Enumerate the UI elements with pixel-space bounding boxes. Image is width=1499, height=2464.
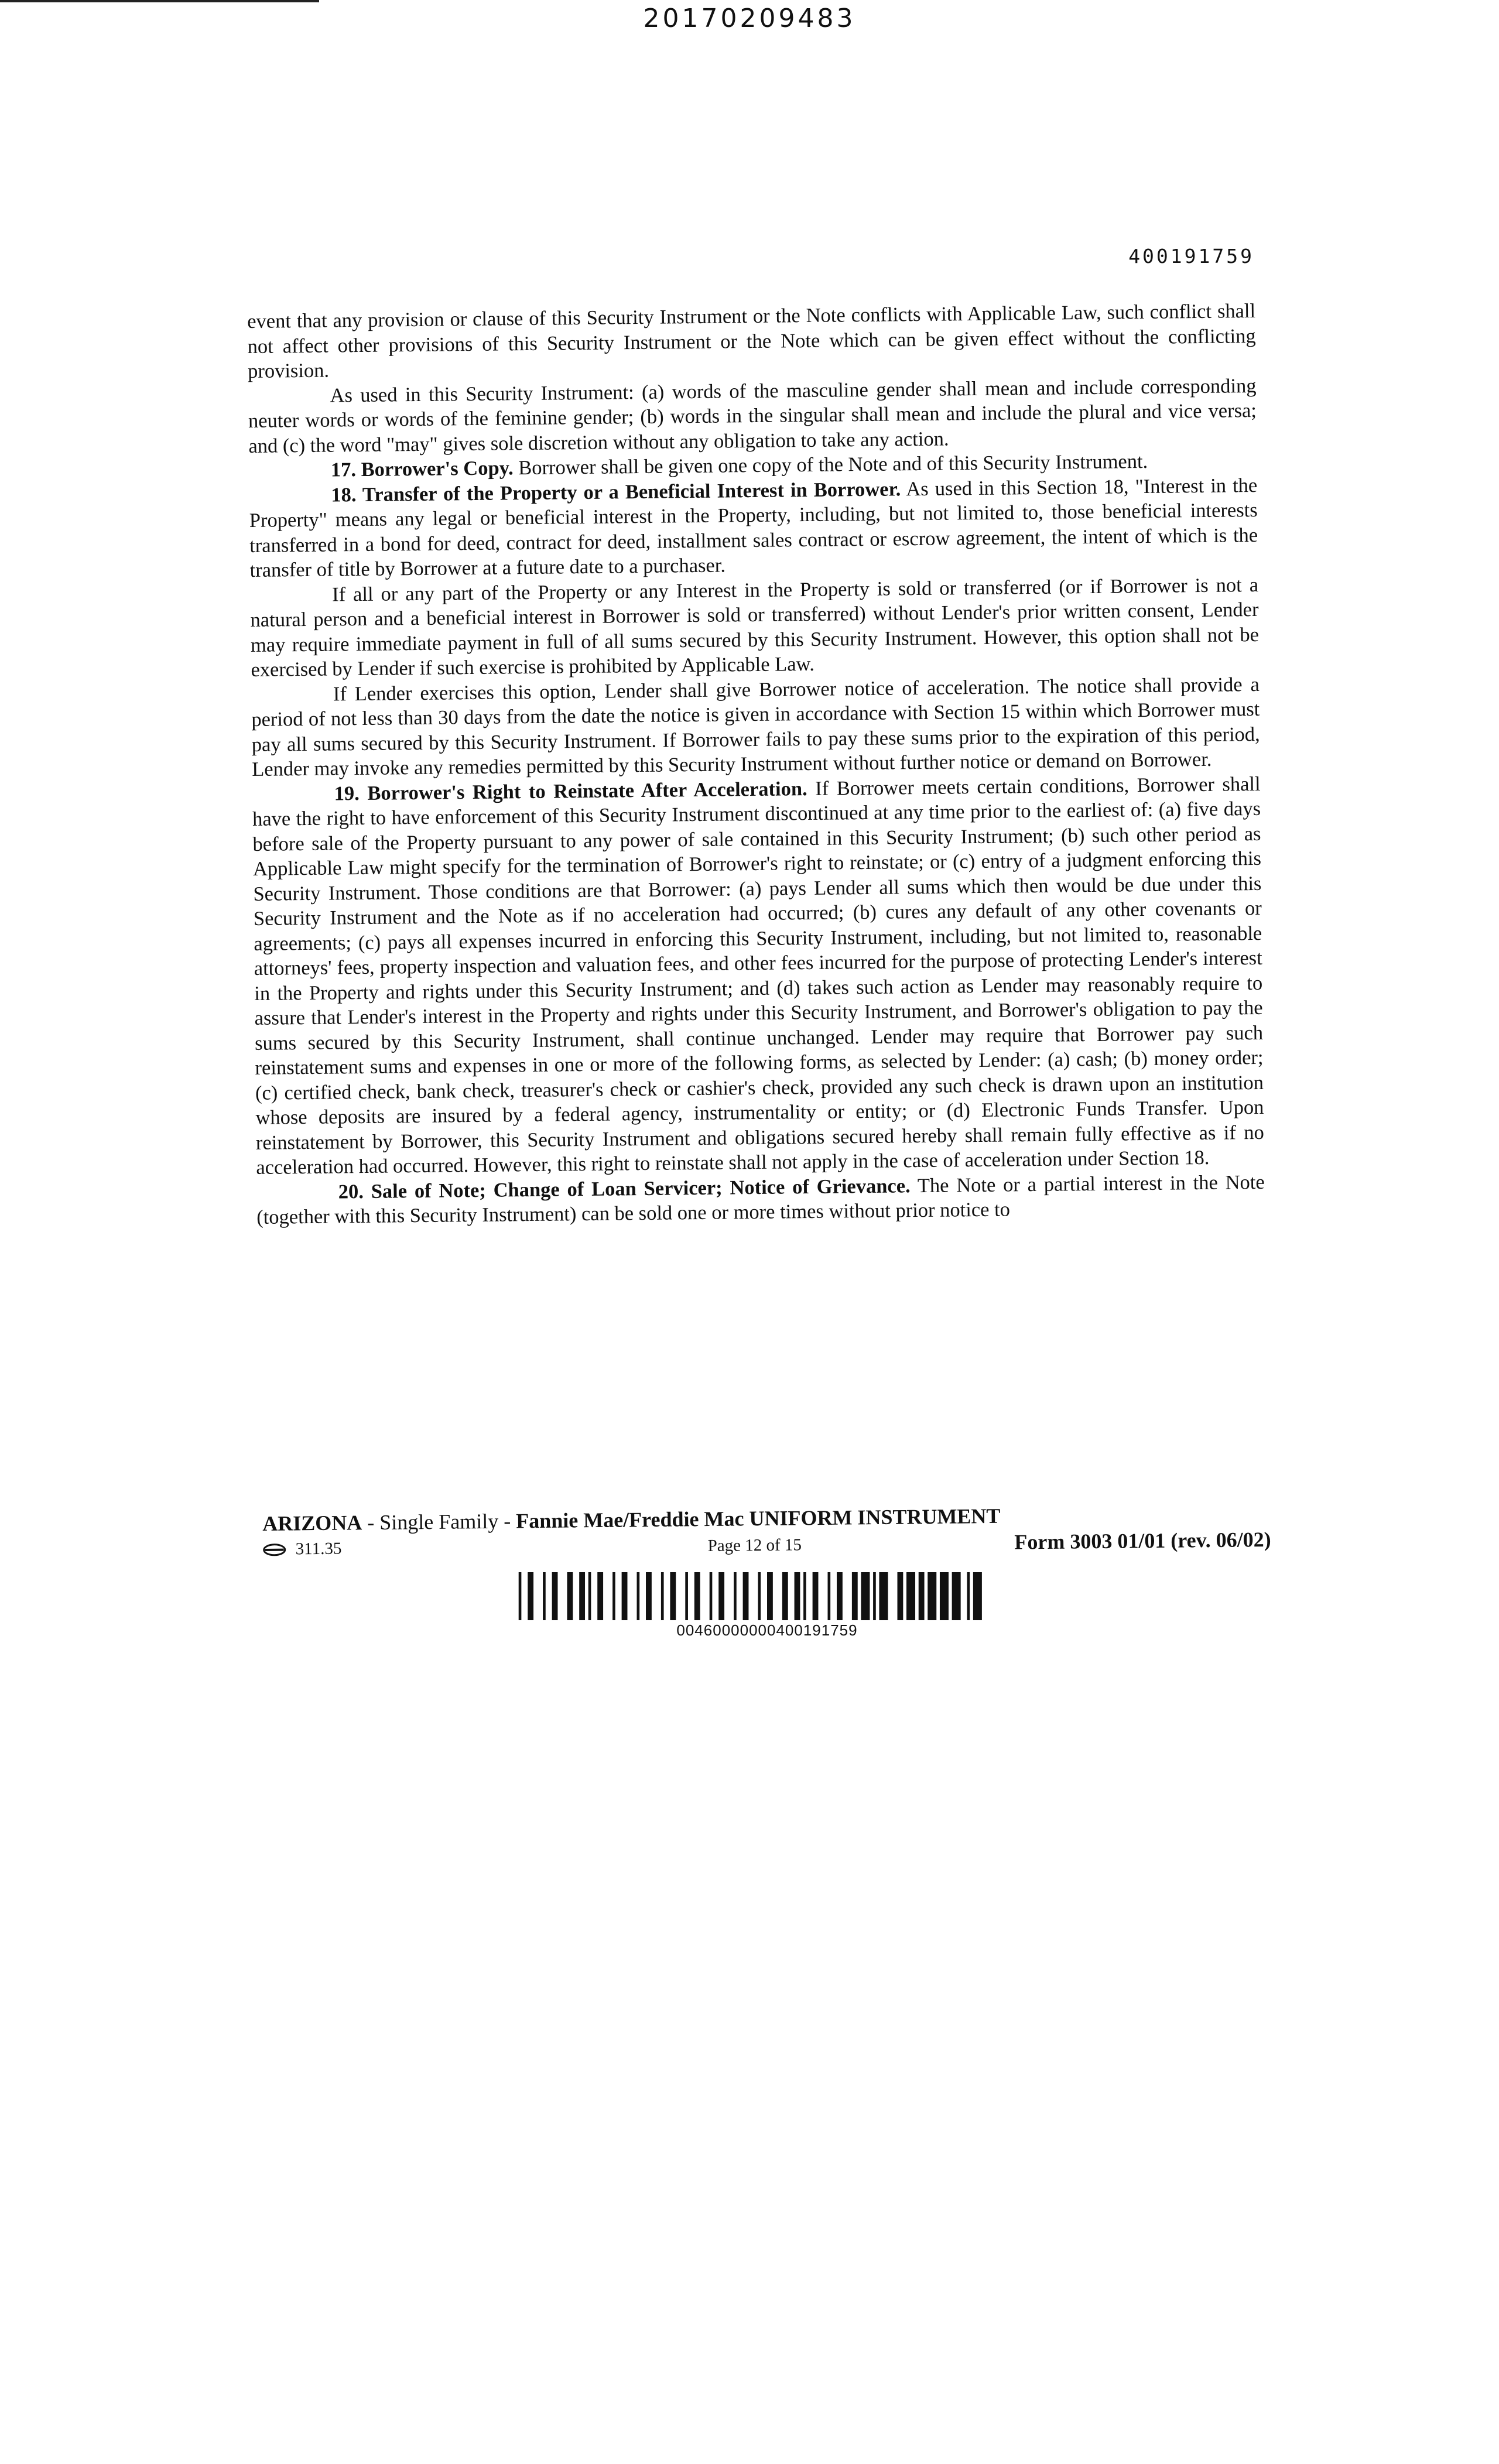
section-20-heading: 20. Sale of Note; Change of Loan Servicer; Notice of Grievance. xyxy=(338,1174,911,1203)
page-footer xyxy=(262,1500,1271,1563)
barcode-bar xyxy=(637,1572,640,1620)
barcode-bar xyxy=(795,1572,800,1620)
footer-page-number: Page 12 of 15 xyxy=(707,1535,802,1556)
barcode-bar xyxy=(852,1572,858,1620)
footer-form-code-text: 311.35 xyxy=(295,1539,342,1559)
barcode-bar xyxy=(861,1572,870,1620)
section-19-text: If Borrower meets certain conditions, Borrower shall have the right to have enforcement of this Security Instrument discontinued at any time prior to the earliest of: (a) five days before sale of the Property pursuant to any power of sale contained in this Security Instrument; (b) such other period as Applicable Law might specify for the termination of Borrower's right to reinstate; or (c) entry of a judgment enforcing this Security Instrument. Those conditions are that Borrower: (a) pays Lender all sums which then would be due under this Security Instrument and the Note as if no acceleration had occurred; (b) cures any default of any other covenants or agreements; (c) pays all expenses incurred in enforcing this Security Instrument, including, but not limited to, reasonable attorneys' fees, property inspection and valuation fees, and other fees incurred for the purpose of protecting Lender's interest in the Property and rights under this Security Instrument; and (d) takes such action as Lender may reasonably require to assure that Lender's interest in the Property and rights under this Security Instrument, and Borrower's obligation to pay the sums secured by this Security Instrument, shall continue unchanged. Lender may require that Borrower pay such reinstatement sums and expenses in one or more of the following forms, as selected by Lender: (a) cash; (b) money order; (c) certified check, bank check, treasurer's check or cashier's check, provided any such check is drawn upon an institution whose deposits are insured by a federal agency, instrumentality or entity; or (d) Electronic Funds Transfer. Upon reinstatement by Borrower, this Security Instrument and obligations secured hereby shall remain fully effective as if no acceleration had occurred. However, this right to reinstate shall not apply in the case of acceleration under Section 18. xyxy=(252,772,1265,1179)
barcode-bar xyxy=(579,1572,585,1620)
section-18-text: As used in this Section 18, "Interest in the Property" means any legal or beneficial interest in the Property, including, but not limited to, those beneficial interests transferred in a bond for deed, contract for deed, installment sales contract or escrow agreement, the intent of which is the transfer of title by Borrower at a future date to a purchaser. xyxy=(249,474,1258,581)
barcode-bar xyxy=(743,1572,749,1620)
barcode-bar xyxy=(588,1572,591,1620)
recording-number: 20170209483 xyxy=(643,4,856,33)
section-19-heading: 19. Borrower's Right to Reinstate After Acceleration. xyxy=(334,777,807,805)
barcode-bar xyxy=(873,1572,876,1620)
section-17-heading: 17. Borrower's Copy. xyxy=(330,457,514,481)
section-19 xyxy=(252,771,1264,1180)
barcode-bar xyxy=(758,1572,761,1620)
section-20-text: The Note or a partial interest in the Note (together with this Security Instrument) can be sold one or more times without prior notice to xyxy=(256,1171,1265,1228)
section-17-text: Borrower shall be given one copy of the Note and of this Security Instrument. xyxy=(518,450,1148,480)
barcode-bar xyxy=(543,1572,546,1620)
barcode-bar xyxy=(782,1572,788,1620)
section-18-consent: If all or any part of the Property or any Interest in the Property is sold or transferred (or if Borrower is not a natural person and a beneficial interest in Borrower is sold or transferred) without Lender's prior written consent, Lender may require immediate payment in full of all sums secured by this Security Instrument. However, this option shall not be exercised by Lender if such exercise is prohibited by Applicable Law. xyxy=(250,573,1260,681)
footer-state: ARIZONA xyxy=(262,1511,362,1535)
barcode-block xyxy=(506,1572,1028,1640)
barcode-bar xyxy=(661,1572,664,1620)
barcode-bar xyxy=(685,1572,688,1620)
barcode-bar xyxy=(597,1572,603,1620)
barcode-bar xyxy=(928,1572,936,1620)
barcode-bar xyxy=(734,1572,737,1620)
paragraph-gender-usage: As used in this Security Instrument: (a) words of the masculine gender shall mean and include corresponding neuter words or words of the feminine gender; (b) words in the singular shall mean and include the plural and vice versa; and (c) the word "may" gives sole discretion without any obligation to take any action. xyxy=(248,374,1257,457)
barcode-bar xyxy=(646,1572,652,1620)
paragraph-continuation: event that any provision or clause of this Security Instrument or the Note conflicts with Applicable Law, such conflict shall not affect other provisions of this Security Instrument or the Note which can be given effect without the conflicting provision. xyxy=(247,299,1256,382)
barcode-bar xyxy=(940,1572,949,1620)
barcode-bar xyxy=(967,1572,970,1620)
document-body xyxy=(247,299,1265,1230)
barcode-bar xyxy=(622,1572,628,1620)
barcode-bar xyxy=(552,1572,558,1620)
barcode-bar xyxy=(813,1572,819,1620)
barcode-bar xyxy=(694,1572,700,1620)
barcode-bar xyxy=(919,1572,925,1620)
barcode-bar xyxy=(567,1572,573,1620)
footer-instrument: Fannie Mae/Freddie Mac UNIFORM INSTRUMENT xyxy=(516,1504,1001,1533)
barcode-bar xyxy=(837,1572,843,1620)
footer-form-code xyxy=(263,1539,342,1559)
section-20 xyxy=(256,1169,1265,1230)
section-18-heading: 18. Transfer of the Property or a Beneficial Interest in Borrower. xyxy=(331,477,901,507)
barcode-bar xyxy=(519,1572,522,1620)
vmp-logo-icon xyxy=(263,1543,286,1556)
barcode-bar xyxy=(670,1572,676,1620)
barcode xyxy=(506,1572,1028,1620)
barcode-bar xyxy=(827,1572,830,1620)
barcode-bar xyxy=(528,1572,533,1620)
barcode-bar xyxy=(710,1572,713,1620)
barcode-bar xyxy=(973,1572,982,1620)
loan-number: 400191759 xyxy=(1128,245,1254,268)
barcode-bar xyxy=(612,1572,615,1620)
footer-form-number: Form 3003 01/01 (rev. 06/02) xyxy=(1014,1527,1271,1554)
barcode-bar xyxy=(718,1572,724,1620)
barcode-bar xyxy=(906,1572,915,1620)
barcode-bar xyxy=(898,1572,903,1620)
barcode-number: 00460000000400191759 xyxy=(676,1621,858,1639)
footer-family-type: - Single Family - xyxy=(362,1509,516,1535)
section-18-acceleration: If Lender exercises this option, Lender shall give Borrower notice of acceleration. The notice shall provide a period of not less than 30 days from the date the notice is given in accordance with Section 15 within which Borrower must pay all sums secured by this Security Instrument. If Borrower fails to pay these sums prior to the expiration of this period, Lender may invoke any remedies permitted by this Security Instrument without further notice or demand on Borrower. xyxy=(251,673,1260,781)
barcode-bar xyxy=(803,1572,806,1620)
barcode-bar xyxy=(952,1572,961,1620)
barcode-bar xyxy=(879,1572,888,1620)
barcode-bar xyxy=(767,1572,773,1620)
section-18 xyxy=(249,473,1258,583)
